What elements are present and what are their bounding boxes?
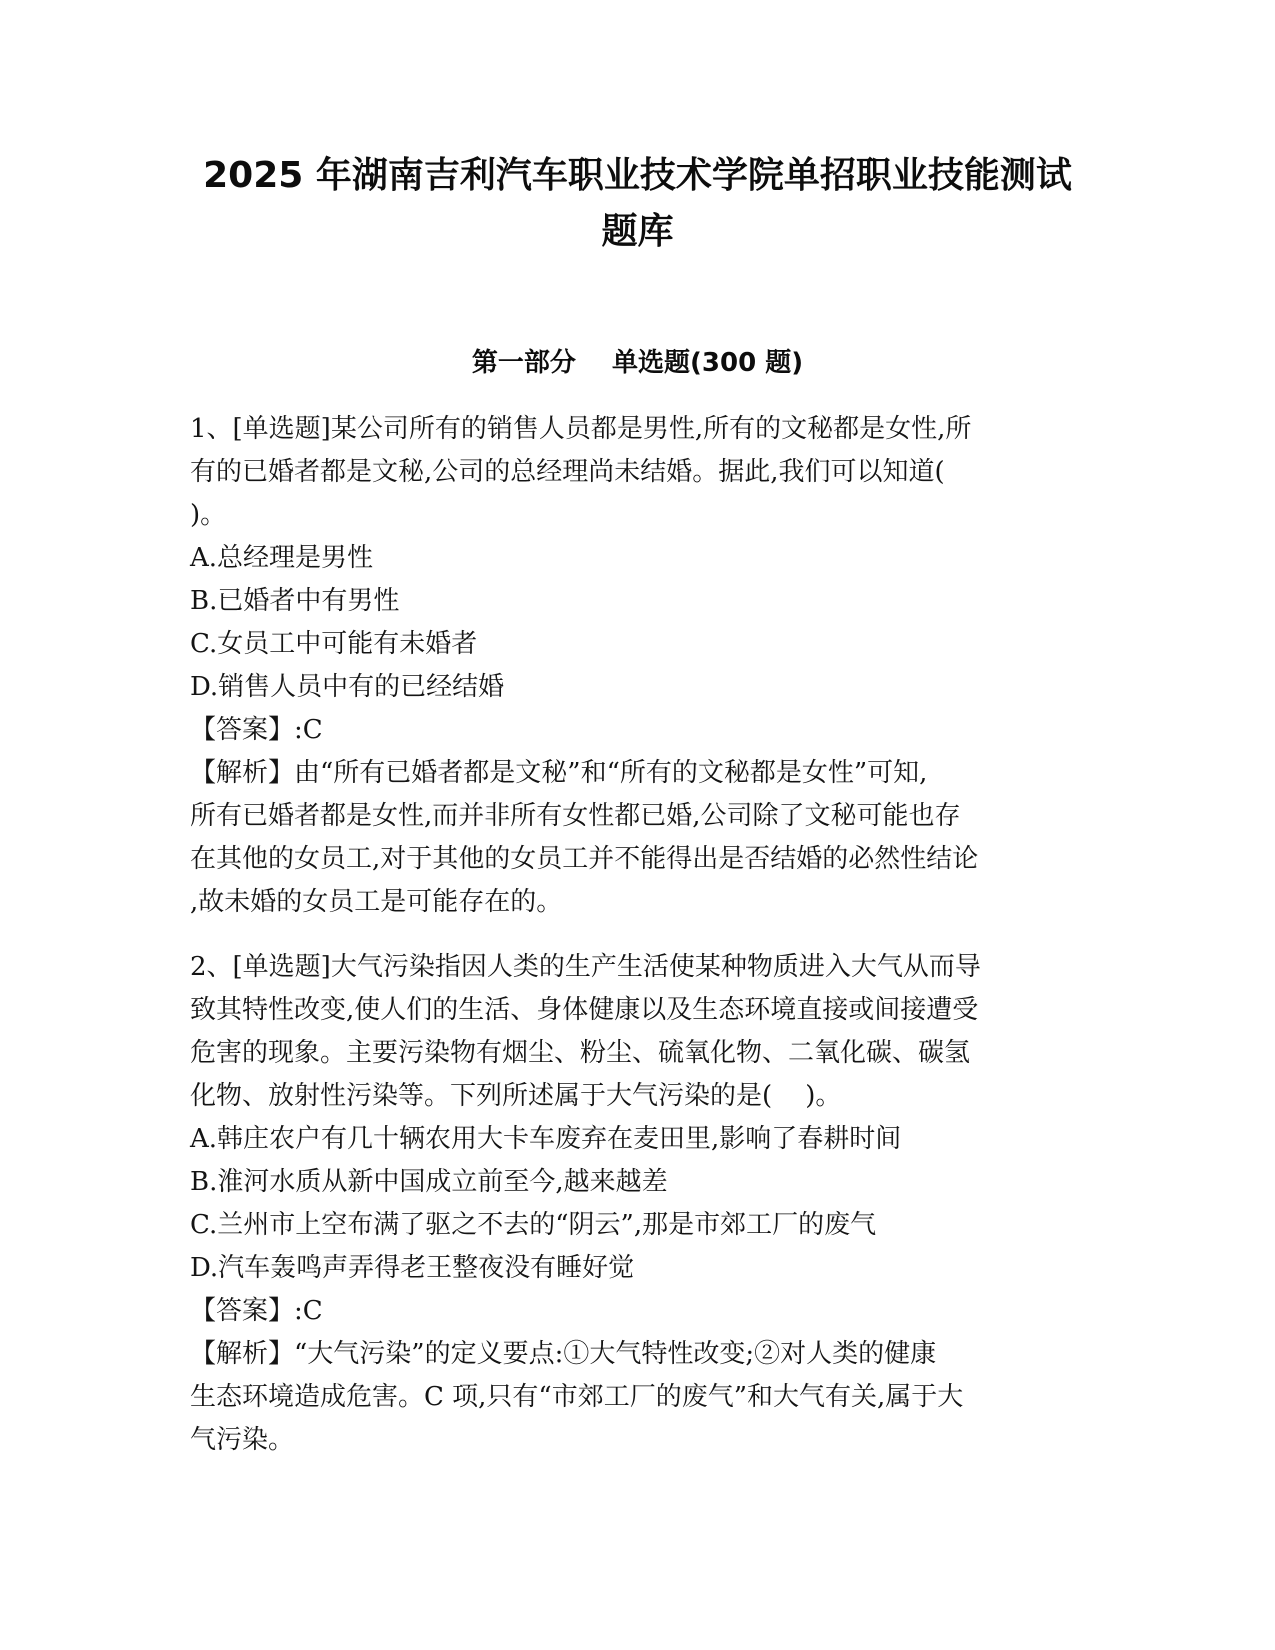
question-stem-line: 2、[单选题]大气污染指因人类的生产生活使某种物质进入大气从而导	[190, 952, 981, 982]
question-stem-line: 1、[单选题]某公司所有的销售人员都是男性,所有的文秘都是女性,所	[190, 414, 972, 444]
option-d: D.销售人员中有的已经结婚	[190, 672, 505, 702]
answer: 【答案】:C	[190, 1296, 323, 1326]
option-d: D.汽车轰鸣声弄得老王整夜没有睡好觉	[190, 1253, 635, 1283]
document-title	[120, 148, 1155, 260]
question-stem-line: 化物、放射性污染等。下列所述属于大气污染的是( )。	[190, 1081, 842, 1111]
option-a: A.总经理是男性	[190, 543, 374, 573]
question-2	[190, 946, 1085, 1462]
option-c: C.兰州市上空布满了驱之不去的“阴云”,那是市郊工厂的废气	[190, 1210, 877, 1240]
section-title: 第一部分 单选题(300 题)	[471, 348, 804, 378]
question-stem-line: )。	[190, 500, 227, 530]
answer: 【答案】:C	[190, 715, 323, 745]
question-stem-line: 致其特性改变,使人们的生活、身体健康以及生态环境直接或间接遭受	[190, 995, 979, 1025]
question-stem-line: 有的已婚者都是文秘,公司的总经理尚未结婚。据此,我们可以知道(	[190, 457, 945, 487]
analysis-line: 气污染。	[190, 1425, 295, 1455]
analysis-line: 生态环境造成危害。C 项,只有“市郊工厂的废气”和大气有关,属于大	[190, 1382, 964, 1412]
option-b: B.淮河水质从新中国成立前至今,越来越差	[190, 1167, 668, 1197]
analysis-line: ,故未婚的女员工是可能存在的。	[190, 887, 563, 917]
analysis-line: 【解析】“大气污染”的定义要点:①大气特性改变;②对人类的健康	[190, 1339, 937, 1369]
question-1	[190, 408, 1085, 924]
analysis-line: 所有已婚者都是女性,而并非所有女性都已婚,公司除了文秘可能也存	[190, 801, 961, 831]
analysis-line: 【解析】由“所有已婚者都是文秘”和“所有的文秘都是女性”可知,	[190, 758, 928, 788]
analysis-line: 在其他的女员工,对于其他的女员工并不能得出是否结婚的必然性结论	[190, 844, 979, 874]
option-c: C.女员工中可能有未婚者	[190, 629, 478, 659]
option-a: A.韩庄农户有几十辆农用大卡车废弃在麦田里,影响了春耕时间	[190, 1124, 902, 1154]
option-b: B.已婚者中有男性	[190, 586, 400, 616]
question-stem-line: 危害的现象。主要污染物有烟尘、粉尘、硫氧化物、二氧化碳、碳氢	[190, 1038, 971, 1068]
document-title-line-1: 2025 年湖南吉利汽车职业技术学院单招职业技能测试	[203, 155, 1072, 196]
document-title-line-2: 题库	[601, 211, 674, 252]
